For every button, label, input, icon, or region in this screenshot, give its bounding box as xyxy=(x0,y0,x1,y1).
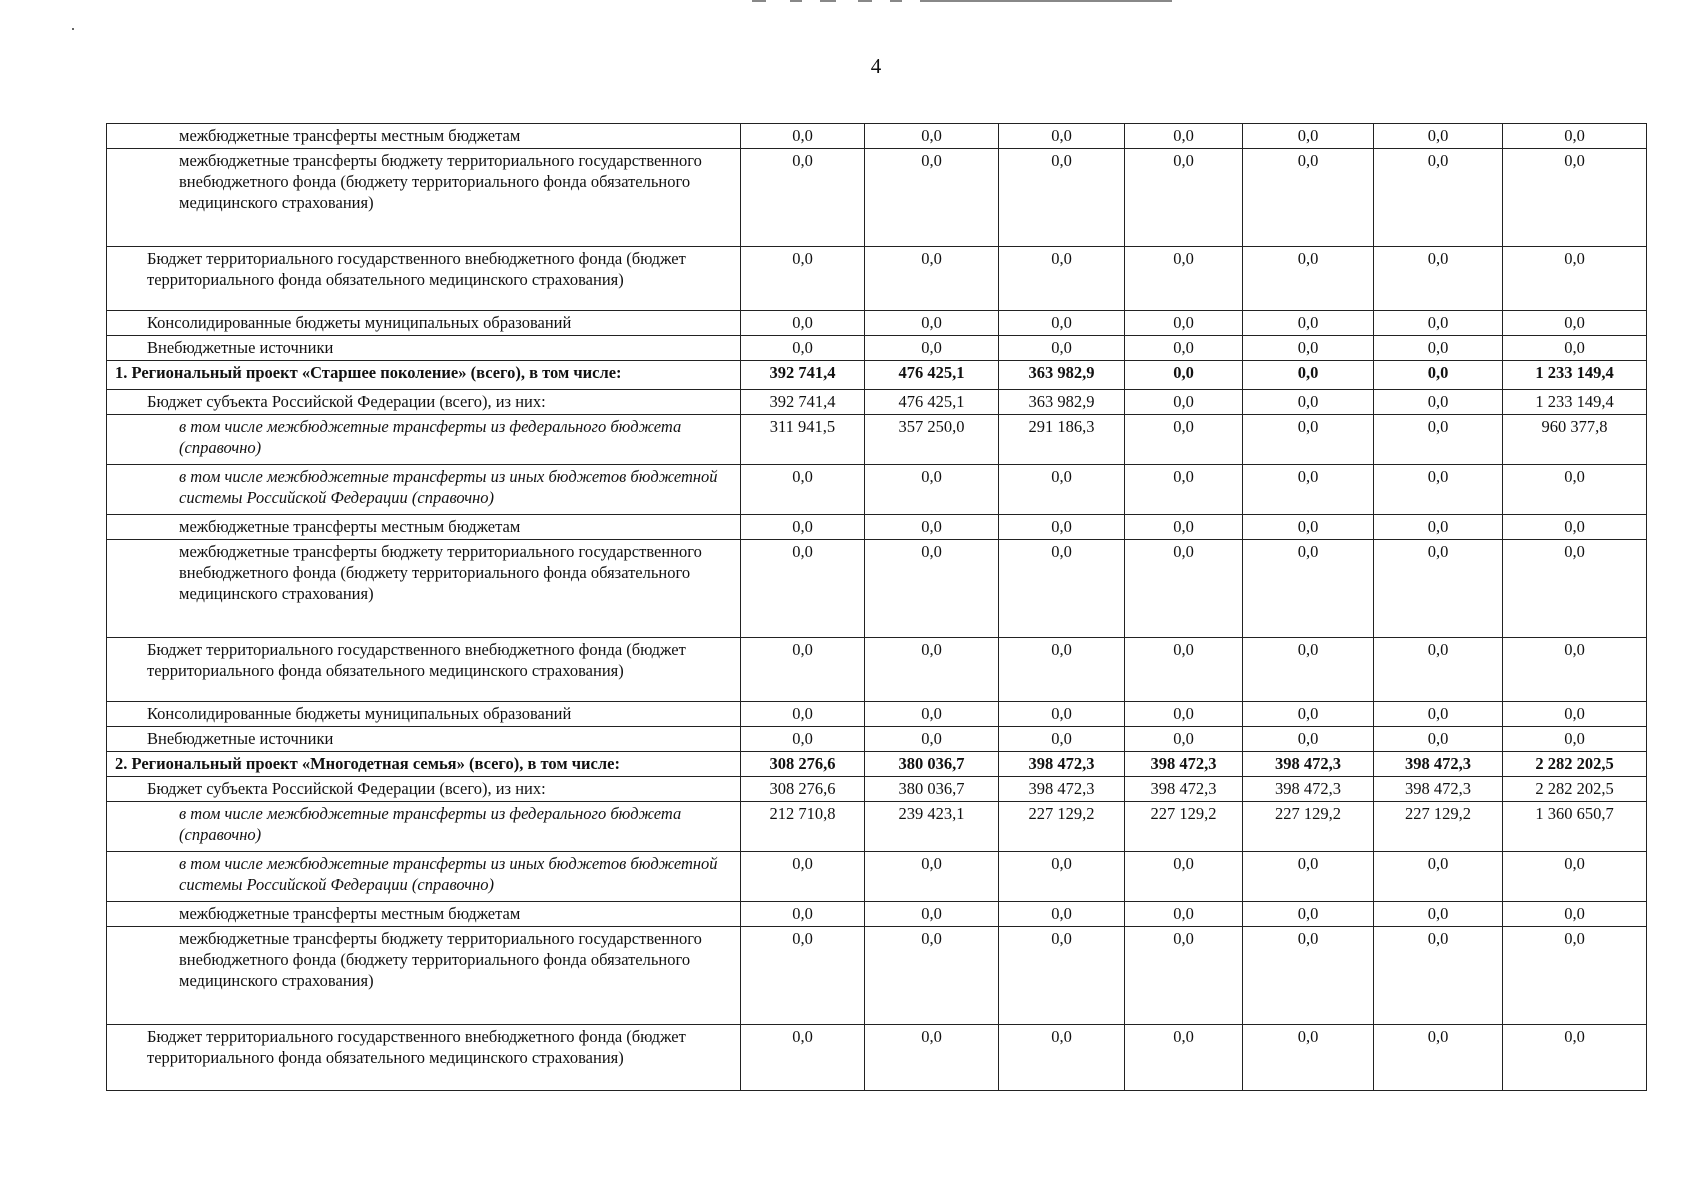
value-cell: 0,0 xyxy=(1503,927,1647,1025)
row-label: Бюджет территориального государственного внебюджетного фонда (бюджет территориального фонда обязательного медицинского страхования) xyxy=(107,638,741,702)
value-cell: 0,0 xyxy=(1374,336,1503,361)
value-cell: 0,0 xyxy=(1125,336,1243,361)
value-cell: 0,0 xyxy=(741,149,865,247)
value-cell: 0,0 xyxy=(1374,540,1503,638)
value-cell: 0,0 xyxy=(865,1025,999,1091)
value-cell: 0,0 xyxy=(741,1025,865,1091)
value-cell: 2 282 202,5 xyxy=(1503,752,1647,777)
value-cell: 392 741,4 xyxy=(741,390,865,415)
row-label: Консолидированные бюджеты муниципальных образований xyxy=(107,311,741,336)
value-cell: 398 472,3 xyxy=(1125,752,1243,777)
table-row xyxy=(107,515,1647,540)
row-label: межбюджетные трансферты местным бюджетам xyxy=(107,124,741,149)
value-cell: 0,0 xyxy=(741,124,865,149)
value-cell: 0,0 xyxy=(1243,515,1374,540)
table-row xyxy=(107,540,1647,638)
table-row xyxy=(107,802,1647,852)
value-cell: 0,0 xyxy=(1503,247,1647,311)
value-cell: 0,0 xyxy=(865,336,999,361)
table-row xyxy=(107,336,1647,361)
value-cell: 0,0 xyxy=(1243,247,1374,311)
value-cell: 0,0 xyxy=(1503,149,1647,247)
table-row xyxy=(107,465,1647,515)
value-cell: 0,0 xyxy=(999,247,1125,311)
value-cell: 227 129,2 xyxy=(1125,802,1243,852)
value-cell: 0,0 xyxy=(1374,727,1503,752)
table-row xyxy=(107,1025,1647,1091)
table-row xyxy=(107,752,1647,777)
value-cell: 0,0 xyxy=(1503,124,1647,149)
value-cell: 0,0 xyxy=(999,465,1125,515)
value-cell: 0,0 xyxy=(999,852,1125,902)
value-cell: 0,0 xyxy=(1374,852,1503,902)
value-cell: 1 233 149,4 xyxy=(1503,361,1647,390)
value-cell: 0,0 xyxy=(1243,415,1374,465)
value-cell: 0,0 xyxy=(1125,638,1243,702)
table-row xyxy=(107,361,1647,390)
table-row xyxy=(107,852,1647,902)
value-cell: 0,0 xyxy=(1125,361,1243,390)
value-cell: 0,0 xyxy=(999,1025,1125,1091)
value-cell: 398 472,3 xyxy=(1125,777,1243,802)
value-cell: 0,0 xyxy=(999,124,1125,149)
value-cell: 0,0 xyxy=(741,927,865,1025)
value-cell: 398 472,3 xyxy=(1374,752,1503,777)
value-cell: 380 036,7 xyxy=(865,777,999,802)
value-cell: 398 472,3 xyxy=(999,752,1125,777)
value-cell: 0,0 xyxy=(1503,638,1647,702)
top-edge-mark xyxy=(920,0,1172,2)
value-cell: 0,0 xyxy=(1374,638,1503,702)
table-row xyxy=(107,390,1647,415)
row-label: 1. Региональный проект «Старшее поколение» (всего), в том числе: xyxy=(107,361,741,390)
value-cell: 363 982,9 xyxy=(999,390,1125,415)
value-cell: 0,0 xyxy=(865,702,999,727)
value-cell: 311 941,5 xyxy=(741,415,865,465)
row-label: межбюджетные трансферты местным бюджетам xyxy=(107,515,741,540)
value-cell: 0,0 xyxy=(865,852,999,902)
value-cell: 0,0 xyxy=(1503,336,1647,361)
value-cell: 0,0 xyxy=(741,727,865,752)
value-cell: 1 360 650,7 xyxy=(1503,802,1647,852)
value-cell: 0,0 xyxy=(1374,149,1503,247)
value-cell: 0,0 xyxy=(1503,902,1647,927)
value-cell: 0,0 xyxy=(1374,311,1503,336)
row-label: в том числе межбюджетные трансферты из федерального бюджета (справочно) xyxy=(107,415,741,465)
value-cell: 0,0 xyxy=(865,727,999,752)
value-cell: 0,0 xyxy=(1125,902,1243,927)
budget-table-body xyxy=(107,124,1647,1091)
value-cell: 363 982,9 xyxy=(999,361,1125,390)
top-edge-mark xyxy=(890,0,902,2)
value-cell: 291 186,3 xyxy=(999,415,1125,465)
value-cell: 0,0 xyxy=(1503,311,1647,336)
value-cell: 0,0 xyxy=(1125,515,1243,540)
row-label: Бюджет территориального государственного внебюджетного фонда (бюджет территориального фонда обязательного медицинского страхования) xyxy=(107,247,741,311)
value-cell: 0,0 xyxy=(1243,390,1374,415)
value-cell: 398 472,3 xyxy=(1243,752,1374,777)
value-cell: 0,0 xyxy=(1374,515,1503,540)
value-cell: 0,0 xyxy=(1374,415,1503,465)
table-row xyxy=(107,702,1647,727)
row-label: Консолидированные бюджеты муниципальных образований xyxy=(107,702,741,727)
value-cell: 0,0 xyxy=(865,638,999,702)
value-cell: 0,0 xyxy=(1374,465,1503,515)
value-cell: 0,0 xyxy=(1125,702,1243,727)
row-label: межбюджетные трансферты местным бюджетам xyxy=(107,902,741,927)
value-cell: 0,0 xyxy=(741,247,865,311)
table-row xyxy=(107,902,1647,927)
value-cell: 0,0 xyxy=(1125,311,1243,336)
value-cell: 398 472,3 xyxy=(1243,777,1374,802)
value-cell: 0,0 xyxy=(999,727,1125,752)
value-cell: 0,0 xyxy=(741,311,865,336)
value-cell: 2 282 202,5 xyxy=(1503,777,1647,802)
row-label: в том числе межбюджетные трансферты из иных бюджетов бюджетной системы Российской Федерации (справочно) xyxy=(107,465,741,515)
value-cell: 0,0 xyxy=(1125,927,1243,1025)
table-row xyxy=(107,727,1647,752)
row-label: межбюджетные трансферты бюджету территориального государственного внебюджетного фонда (бюджету территориального фонда обязательного медицинского страхования) xyxy=(107,540,741,638)
value-cell: 0,0 xyxy=(1243,149,1374,247)
value-cell: 0,0 xyxy=(1243,727,1374,752)
value-cell: 0,0 xyxy=(1243,540,1374,638)
value-cell: 0,0 xyxy=(741,702,865,727)
value-cell: 476 425,1 xyxy=(865,361,999,390)
value-cell: 0,0 xyxy=(1243,465,1374,515)
value-cell: 0,0 xyxy=(1503,727,1647,752)
table-row xyxy=(107,149,1647,247)
value-cell: 0,0 xyxy=(1243,852,1374,902)
value-cell: 0,0 xyxy=(1374,390,1503,415)
value-cell: 0,0 xyxy=(1243,336,1374,361)
table-row xyxy=(107,247,1647,311)
value-cell: 0,0 xyxy=(1503,515,1647,540)
value-cell: 0,0 xyxy=(1243,702,1374,727)
value-cell: 0,0 xyxy=(1374,927,1503,1025)
page-number: 4 xyxy=(870,54,882,78)
value-cell: 0,0 xyxy=(741,902,865,927)
value-cell: 0,0 xyxy=(865,902,999,927)
value-cell: 0,0 xyxy=(1243,361,1374,390)
value-cell: 0,0 xyxy=(1243,638,1374,702)
value-cell: 0,0 xyxy=(741,852,865,902)
value-cell: 398 472,3 xyxy=(999,777,1125,802)
value-cell: 0,0 xyxy=(1374,247,1503,311)
value-cell: 0,0 xyxy=(1374,1025,1503,1091)
value-cell: 0,0 xyxy=(999,336,1125,361)
value-cell: 0,0 xyxy=(1125,124,1243,149)
value-cell: 0,0 xyxy=(1374,702,1503,727)
value-cell: 0,0 xyxy=(865,311,999,336)
value-cell: 392 741,4 xyxy=(741,361,865,390)
value-cell: 0,0 xyxy=(1125,415,1243,465)
top-edge-mark xyxy=(752,0,766,2)
row-label: Внебюджетные источники xyxy=(107,727,741,752)
row-label: Бюджет субъекта Российской Федерации (всего), из них: xyxy=(107,390,741,415)
budget-table xyxy=(106,123,1647,1091)
value-cell: 227 129,2 xyxy=(1374,802,1503,852)
value-cell: 0,0 xyxy=(1503,540,1647,638)
value-cell: 227 129,2 xyxy=(999,802,1125,852)
top-edge-mark xyxy=(858,0,872,2)
value-cell: 0,0 xyxy=(1125,465,1243,515)
value-cell: 308 276,6 xyxy=(741,777,865,802)
value-cell: 0,0 xyxy=(1125,1025,1243,1091)
row-label: 2. Региональный проект «Многодетная семья» (всего), в том числе: xyxy=(107,752,741,777)
value-cell: 0,0 xyxy=(865,247,999,311)
row-label: межбюджетные трансферты бюджету территориального государственного внебюджетного фонда (бюджету территориального фонда обязательного медицинского страхования) xyxy=(107,149,741,247)
row-label: в том числе межбюджетные трансферты из иных бюджетов бюджетной системы Российской Федерации (справочно) xyxy=(107,852,741,902)
row-label: Внебюджетные источники xyxy=(107,336,741,361)
top-edge-mark xyxy=(820,0,836,2)
value-cell: 476 425,1 xyxy=(865,390,999,415)
row-label: Бюджет территориального государственного внебюджетного фонда (бюджет территориального фонда обязательного медицинского страхования) xyxy=(107,1025,741,1091)
value-cell: 0,0 xyxy=(865,540,999,638)
value-cell: 0,0 xyxy=(999,902,1125,927)
value-cell: 398 472,3 xyxy=(1374,777,1503,802)
value-cell: 0,0 xyxy=(1125,540,1243,638)
value-cell: 0,0 xyxy=(1243,124,1374,149)
value-cell: 0,0 xyxy=(1125,727,1243,752)
table-row xyxy=(107,777,1647,802)
value-cell: 0,0 xyxy=(1243,927,1374,1025)
value-cell: 0,0 xyxy=(1374,361,1503,390)
value-cell: 0,0 xyxy=(1125,247,1243,311)
value-cell: 0,0 xyxy=(865,124,999,149)
table-row xyxy=(107,311,1647,336)
value-cell: 0,0 xyxy=(1503,1025,1647,1091)
value-cell: 0,0 xyxy=(999,311,1125,336)
value-cell: 0,0 xyxy=(1243,311,1374,336)
value-cell: 227 129,2 xyxy=(1243,802,1374,852)
scan-speck xyxy=(72,28,74,30)
value-cell: 0,0 xyxy=(999,540,1125,638)
value-cell: 0,0 xyxy=(1503,702,1647,727)
table-row xyxy=(107,124,1647,149)
value-cell: 1 233 149,4 xyxy=(1503,390,1647,415)
value-cell: 0,0 xyxy=(1125,390,1243,415)
value-cell: 239 423,1 xyxy=(865,802,999,852)
value-cell: 960 377,8 xyxy=(1503,415,1647,465)
value-cell: 0,0 xyxy=(741,638,865,702)
value-cell: 0,0 xyxy=(741,515,865,540)
value-cell: 0,0 xyxy=(865,465,999,515)
value-cell: 0,0 xyxy=(1503,465,1647,515)
value-cell: 0,0 xyxy=(1374,124,1503,149)
value-cell: 0,0 xyxy=(1243,1025,1374,1091)
table-row xyxy=(107,638,1647,702)
row-label: Бюджет субъекта Российской Федерации (всего), из них: xyxy=(107,777,741,802)
value-cell: 0,0 xyxy=(1243,902,1374,927)
value-cell: 0,0 xyxy=(999,638,1125,702)
value-cell: 0,0 xyxy=(999,927,1125,1025)
value-cell: 0,0 xyxy=(999,149,1125,247)
value-cell: 212 710,8 xyxy=(741,802,865,852)
value-cell: 0,0 xyxy=(865,515,999,540)
value-cell: 0,0 xyxy=(741,465,865,515)
top-edge-mark xyxy=(790,0,802,2)
value-cell: 0,0 xyxy=(1374,902,1503,927)
value-cell: 0,0 xyxy=(1503,852,1647,902)
value-cell: 0,0 xyxy=(1125,149,1243,247)
value-cell: 0,0 xyxy=(865,149,999,247)
value-cell: 0,0 xyxy=(1125,852,1243,902)
table-row xyxy=(107,927,1647,1025)
value-cell: 380 036,7 xyxy=(865,752,999,777)
table-row xyxy=(107,415,1647,465)
value-cell: 0,0 xyxy=(865,927,999,1025)
value-cell: 0,0 xyxy=(999,702,1125,727)
value-cell: 0,0 xyxy=(741,336,865,361)
value-cell: 357 250,0 xyxy=(865,415,999,465)
value-cell: 308 276,6 xyxy=(741,752,865,777)
value-cell: 0,0 xyxy=(741,540,865,638)
row-label: в том числе межбюджетные трансферты из федерального бюджета (справочно) xyxy=(107,802,741,852)
value-cell: 0,0 xyxy=(999,515,1125,540)
row-label: межбюджетные трансферты бюджету территориального государственного внебюджетного фонда (бюджету территориального фонда обязательного медицинского страхования) xyxy=(107,927,741,1025)
